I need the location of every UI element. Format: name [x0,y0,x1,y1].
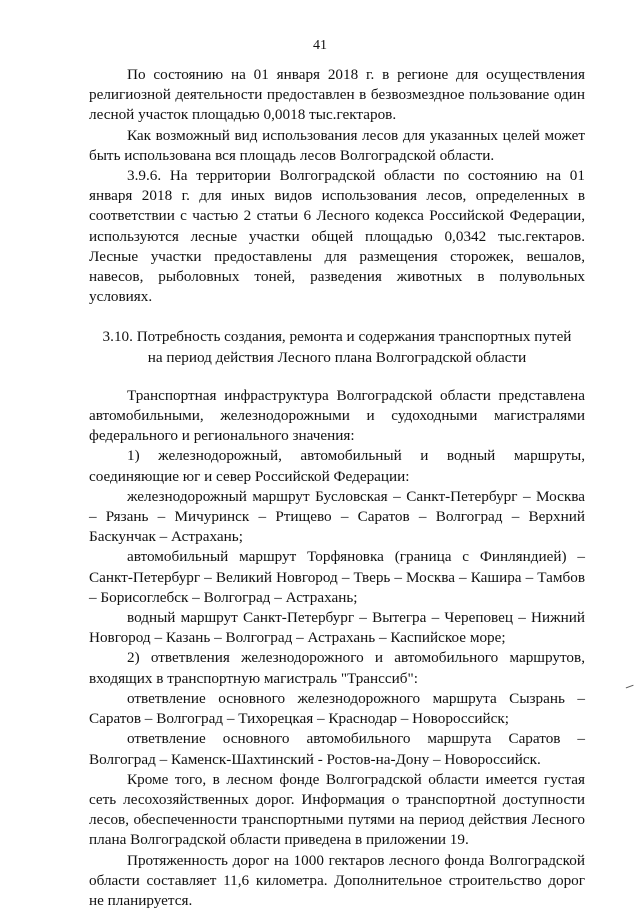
document-body [89,65,585,911]
section-heading-3-10 [89,327,585,367]
paragraph-transsib-branches: 2) ответвления железнодорожного и автомобильного маршрутов, входящих в транспортную магистраль "Транссиб": [89,649,585,687]
paragraph-railway-route: железнодорожный маршрут Бусловская – Санкт-Петербург – Москва – Рязань – Мичуринск – Ртищево – Саратов – Волгоград – Верхний Баскунчак – Астрахань; [89,487,585,546]
paragraph-3-9-6: 3.9.6. На территории Волгоградской области по состоянию на 01 января 2018 г. для иных видов использования лесов, определенных в соответствии с частью 2 статьи 6 Лесного кодекса Российской Федерации, используются лесные участки общей площадью 0,0342 тыс.гектаров. Лесные участки предоставлены для размещения сторожек, вешалов, навесов, рыболовных тоней, разведения животных в полувольных условиях. [89,167,585,306]
paragraph-forest-roads: Кроме того, в лесном фонде Волгоградской области имеется густая сеть лесохозяйственных дорог. Информация о транспортной доступности лесов, обеспеченности транспортными путями на период действия Лесного плана Волгоградской области приведена в приложении 19. [89,770,585,849]
paragraph-possible-use: Как возможный вид использования лесов для указанных целей может быть использована вся площадь лесов Волгоградской области. [89,126,585,164]
paragraph-water-route: водный маршрут Санкт-Петербург – Вытегра – Череповец – Нижний Новгород – Казань – Волгоград – Астрахань – Каспийское море; [89,609,585,647]
paragraph-religious-use: По состоянию на 01 января 2018 г. в регионе для осуществления религиозной деятельности предоставлен в безвозмездное пользование один лесной участок площадью 0,0018 тыс.гектаров. [89,66,585,124]
section-heading-line-1: 3.10. Потребность создания, ремонта и содержания транспортных путей [102,328,572,346]
paragraph-road-route: автомобильный маршрут Торфяновка (граница с Финляндией) – Санкт-Петербург – Великий Новгород – Тверь – Москва – Кашира – Тамбов – Борисоглебск – Волгоград – Астрахань; [89,548,585,606]
paragraph-routes-north-south: 1) железнодорожный, автомобильный и водный маршруты, соединяющие юг и север Российской Федерации: [89,447,585,485]
scan-mark [626,685,635,691]
paragraph-road-branch: ответвление основного автомобильного маршрута Саратов – Волгоград – Каменск-Шахтинский - Ростов-на-Дону – Новороссийск. [89,730,585,768]
paragraph-railway-branch: ответвление основного железнодорожного маршрута Сызрань – Саратов – Волгоград – Тихорецкая – Краснодар – Новороссийск; [89,689,585,728]
section-heading-line-2: на период действия Лесного плана Волгоградской области [147,348,527,366]
page-number: 41 [313,38,327,53]
paragraph-road-length: Протяженность дорог на 1000 гектаров лесного фонда Волгоградской области составляет 11,6 километра. Дополнительное строительство дорог не планируется. [89,851,585,909]
paragraph-transport-infrastructure: Транспортная инфраструктура Волгоградской области представлена автомобильными, железнодорожными и судоходными магистралями федерального и регионального значения: [89,386,585,445]
